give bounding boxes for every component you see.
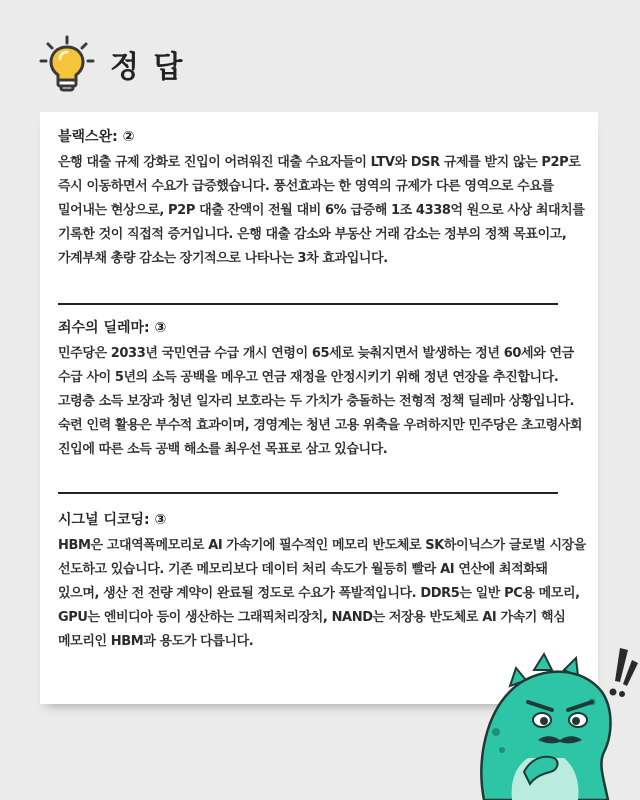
lightbulb-icon <box>38 35 96 93</box>
divider <box>58 303 558 305</box>
divider <box>58 492 558 494</box>
answer-card <box>40 112 598 704</box>
section-body: 은행 대출 규제 강화로 진입이 어려워진 대출 수요자들이 LTV와 DSR 규제를 받지 않는 P2P로 즉시 이동하면서 수요가 급증했습니다. 풍선효과는 한 영역의 규제가 다른 영역으로 수요를 밀어내는 현상으로, P2P 대출 잔액이 전월 대비 6% 급증해 1조 4338억 원으로 사상 최대치를 기록한 것이 직접적 증거입니다. 은행 대출 감소와 부동산 거래 감소는 정부의 정책 목표이고, 가계부채 총량 감소는 장기적으로 나타나는 3차 효과입니다. <box>58 155 585 266</box>
answer-section-signal-decoding <box>58 509 588 654</box>
section-body: HBM은 고대역폭메모리로 AI 가속기에 필수적인 메모리 반도체로 SK하이닉스가 글로벌 시장을 선도하고 있습니다. 기존 메모리보다 데이터 처리 속도가 월등히 빨라 AI 연산에 최적화돼 있으며, 생산 전 전량 계약이 완료될 정도로 수요가 폭발적입니다. DDR5는 일반 PC용 메모리, GPU는 엔비디아 등이 생산하는 그래픽처리장치, NAND는 저장용 반도체로 AI 가속기 핵심 메모리인 HBM과 용도가 다릅니다. <box>58 538 586 649</box>
dinosaur-mascot-icon <box>472 640 640 800</box>
section-title: 블랙스완: ② <box>58 129 135 145</box>
section-body: 민주당은 2033년 국민연금 수급 개시 연령이 65세로 늦춰지면서 발생하는 정년 60세와 연금 수급 사이 5년의 소득 공백을 메우고 연금 재정을 안정시키기 위해 정년 연장을 추진합니다. 고령층 소득 보장과 청년 일자리 보호라는 두 가치가 충돌하는 전형적 정책 딜레마 상황입니다. 숙련 인력 활용은 부수적 효과이며, 경영계는 청년 고용 위축을 우려하지만 민주당은 초고령사회 진입에 따른 소득 공백 해소를 최우선 목표로 삼고 있습니다. <box>58 346 583 457</box>
header <box>38 36 184 92</box>
answer-section-black-swan <box>58 126 588 271</box>
section-title: 시그널 디코딩: ③ <box>58 512 167 528</box>
section-title: 죄수의 딜레마: ③ <box>58 320 167 336</box>
page-title: 정 답 <box>110 50 185 85</box>
answer-section-prisoners-dilemma <box>58 317 588 462</box>
